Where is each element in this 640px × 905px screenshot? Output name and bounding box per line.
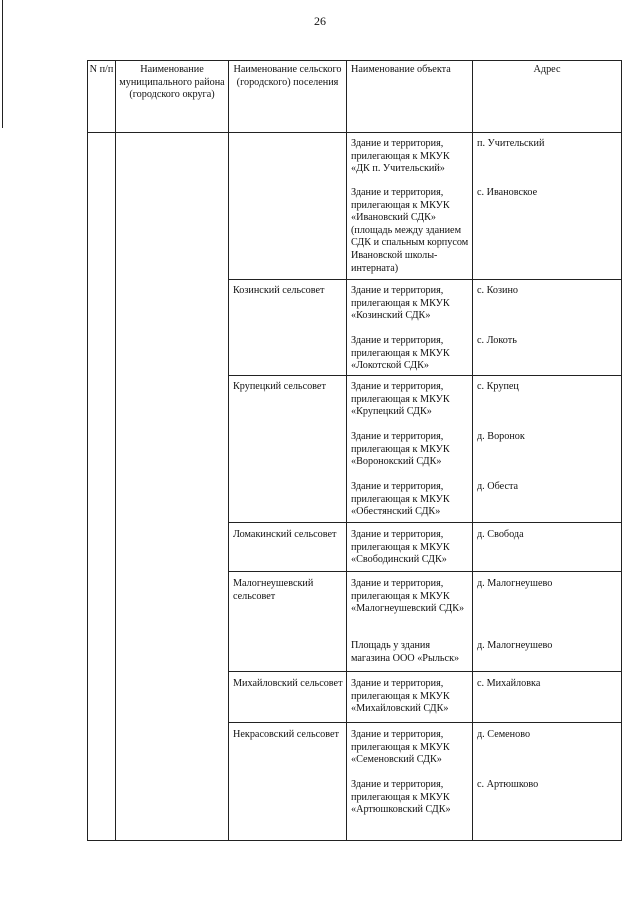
object-name: Здание и территория, прилегающая к МКУК «Семеновский СДК» [351, 729, 450, 766]
settlement-cell [229, 280, 347, 376]
address-value: с. Козино [477, 285, 519, 296]
settlement-name: Некрасовский сельсовет [233, 729, 339, 740]
address-value: с. Ивановское [477, 187, 538, 198]
settlement-name: Малогнеушевский сельсовет [233, 578, 314, 602]
settlement-cell [229, 672, 347, 723]
object-name: Здание и территория, прилегающая к МКУК «ДК п. Учительский» [351, 138, 450, 175]
object-cell [347, 572, 473, 672]
num-cell [88, 133, 116, 841]
settlement-cell [229, 723, 347, 841]
object-name: Здание и территория, прилегающая к МКУК «Ивановский СДК» (площадь между зданием СДК и спальным корпусом Ивановской школы-интерната) [351, 187, 469, 274]
object-cell [347, 723, 473, 841]
settlement-cell [229, 523, 347, 572]
address-cell [473, 280, 622, 376]
address-value: д. Малогнеушево [477, 578, 553, 589]
table-row [88, 133, 622, 280]
object-cell [347, 523, 473, 572]
object-name: Здание и территория, прилегающая к МКУК «Малогнеушевский СДК» [351, 578, 465, 615]
address-value: д. Свобода [477, 529, 524, 540]
address-value: п. Учительский [477, 138, 545, 149]
object-name: Здание и территория, прилегающая к МКУК «Крупецкий СДК» [351, 381, 450, 418]
district-cell [116, 133, 229, 841]
address-cell [473, 376, 622, 523]
address-cell [473, 523, 622, 572]
settlement-name: Крупецкий сельсовет [233, 381, 326, 392]
address-value: с. Локоть [477, 335, 517, 346]
settlement-cell [229, 572, 347, 672]
header-address: Адрес [473, 61, 622, 133]
page-number: 26 [314, 14, 326, 28]
table-header-row [88, 61, 622, 133]
object-cell [347, 672, 473, 723]
object-cell [347, 376, 473, 523]
object-name: Здание и территория, прилегающая к МКУК «Локотской СДК» [351, 335, 450, 372]
header-num: N п/п [88, 61, 116, 133]
address-cell [473, 672, 622, 723]
object-cell [347, 280, 473, 376]
header-district: Наименование муниципального района (городского округа) [116, 61, 229, 133]
address-value: д. Воронок [477, 431, 525, 442]
objects-table [87, 60, 622, 841]
address-value: с. Михайловка [477, 678, 541, 689]
address-cell [473, 133, 622, 280]
settlement-name: Михайловский сельсовет [233, 678, 343, 689]
object-name: Здание и территория, прилегающая к МКУК «Козинский СДК» [351, 285, 450, 322]
settlement-cell [229, 133, 347, 280]
address-value: д. Малогнеушево [477, 640, 553, 651]
address-value: д. Семеново [477, 729, 531, 740]
settlement-name: Ломакинский сельсовет [233, 529, 337, 540]
object-name: Здание и территория, прилегающая к МКУК «Свободинский СДК» [351, 529, 450, 566]
header-settlement: Наименование сельского (городского) поселения [229, 61, 347, 133]
address-value: с. Артюшково [477, 779, 539, 790]
object-name: Здание и территория, прилегающая к МКУК «Воронокский СДК» [351, 431, 450, 468]
address-cell [473, 723, 622, 841]
address-cell [473, 572, 622, 672]
settlement-name: Козинский сельсовет [233, 285, 325, 296]
address-value: с. Крупец [477, 381, 519, 392]
object-name: Здание и территория, прилегающая к МКУК «Обестянский СДК» [351, 481, 450, 518]
object-name: Здание и территория, прилегающая к МКУК «Михайловский СДК» [351, 678, 450, 715]
address-value: д. Обеста [477, 481, 519, 492]
settlement-cell [229, 376, 347, 523]
object-name: Площадь у здания магазина ООО «Рыльск» [351, 640, 460, 664]
object-cell [347, 133, 473, 280]
object-name: Здание и территория, прилегающая к МКУК «Артюшковский СДК» [351, 779, 451, 816]
header-object: Наименование объекта [347, 61, 473, 133]
